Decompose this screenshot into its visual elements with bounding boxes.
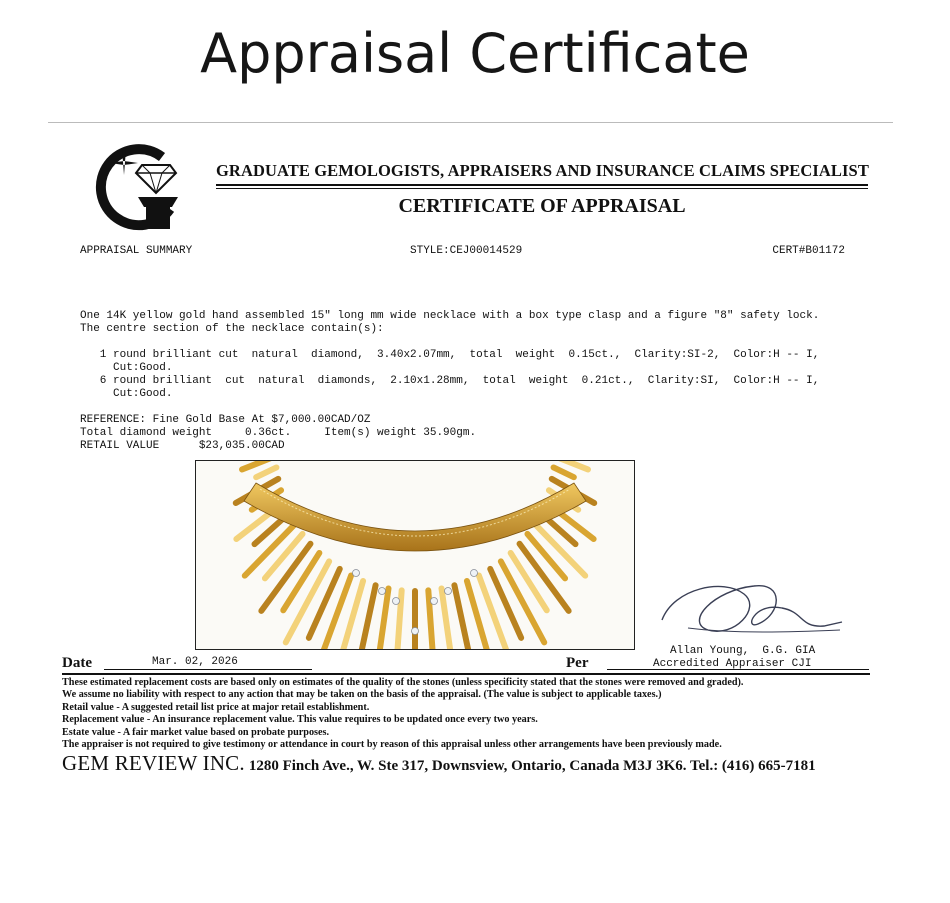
diamond-stone <box>471 570 478 577</box>
terms-notes <box>62 677 882 751</box>
reference-values <box>80 401 476 453</box>
appraisal-date: Mar. 02, 2026 <box>152 656 238 668</box>
description-line: 1 round brilliant cut natural diamond, 3.40x2.07mm, total weight 0.15ct., Clarity:SI-2, Color:H -- I, <box>80 349 820 361</box>
notes-rule <box>62 673 870 675</box>
date-underline <box>104 669 312 670</box>
diamond-stone <box>379 588 386 595</box>
note-line: The appraiser is not required to give testimony or attendance in court by reason of this appraisal unless other arrangements have been previously made. <box>62 739 722 751</box>
description-line: Cut:Good. <box>80 388 173 400</box>
header-rule <box>216 188 868 189</box>
reference-line: Total diamond weight 0.36ct. Item(s) weight 35.90gm. <box>80 427 477 439</box>
style-number: STYLE:CEJ00014529 <box>410 245 523 257</box>
company-address: 1280 Finch Ave., W. Ste 317, Downsview, Ontario, Canada M3J 3K6. Tel.: (416) 665-7181 <box>248 758 816 774</box>
certificate-number: CERT#B01172 <box>772 245 845 257</box>
appraisal-certificate <box>48 122 893 783</box>
footer <box>62 751 892 776</box>
company-name: GEM REVIEW INC. <box>62 751 245 775</box>
gem-logo-icon <box>92 137 188 237</box>
header-rule <box>216 184 868 186</box>
organization-name: GRADUATE GEMOLOGISTS, APPRAISERS AND INSURANCE CLAIMS SPECIALIST <box>216 161 869 180</box>
appraiser-name: Allan Young, G.G. GIA <box>670 645 816 657</box>
item-description <box>80 297 819 401</box>
diamond-stone <box>445 588 452 595</box>
page-title: Appraisal Certificate <box>200 22 750 85</box>
note-line: These estimated replacement costs are based only on estimates of the quality of the stones (unless specificity stated that the stones were removed and graded). <box>62 677 744 688</box>
description-line: 6 round brilliant cut natural diamonds, 2.10x1.28mm, total weight 0.21ct., Clarity:SI, Color:H -- I, <box>80 375 820 387</box>
per-label: Per <box>566 655 589 671</box>
note-line: Replacement value - An insurance replacement value. This value requires to be updated once every two years. <box>62 714 538 726</box>
note-line: We assume no liability with respect to any action that may be taken on the basis of the appraisal. (The value is subject to applicable taxes.) <box>62 689 662 701</box>
diamond-stone <box>393 598 400 605</box>
gold-necklace-photo <box>195 460 635 650</box>
appraiser-title: Accredited Appraiser CJI <box>653 658 812 670</box>
note-line: Estate value - A fair market value based on probate purposes. <box>62 726 330 738</box>
diamond-stone <box>353 570 360 577</box>
retail-value-line: RETAIL VALUE $23,035.00CAD <box>80 440 285 452</box>
diamond-stone <box>431 598 438 605</box>
note-line: Retail value - A suggested retail list price at major retail establishment. <box>62 701 370 713</box>
date-label: Date <box>62 655 92 671</box>
description-line: Cut:Good. <box>80 362 173 374</box>
signature-underline <box>607 669 869 670</box>
signature-mark <box>654 568 850 648</box>
reference-line: REFERENCE: Fine Gold Base At $7,000.00CAD/OZ <box>80 414 371 426</box>
summary-label: APPRAISAL SUMMARY <box>80 245 193 257</box>
description-line: The centre section of the necklace contain(s): <box>80 323 384 335</box>
certificate-title: CERTIFICATE OF APPRAISAL <box>398 195 686 217</box>
description-line: One 14K yellow gold hand assembled 15" long mm wide necklace with a box type clasp and a figure "8" safety lock. <box>80 310 820 322</box>
diamond-stone <box>412 628 419 635</box>
